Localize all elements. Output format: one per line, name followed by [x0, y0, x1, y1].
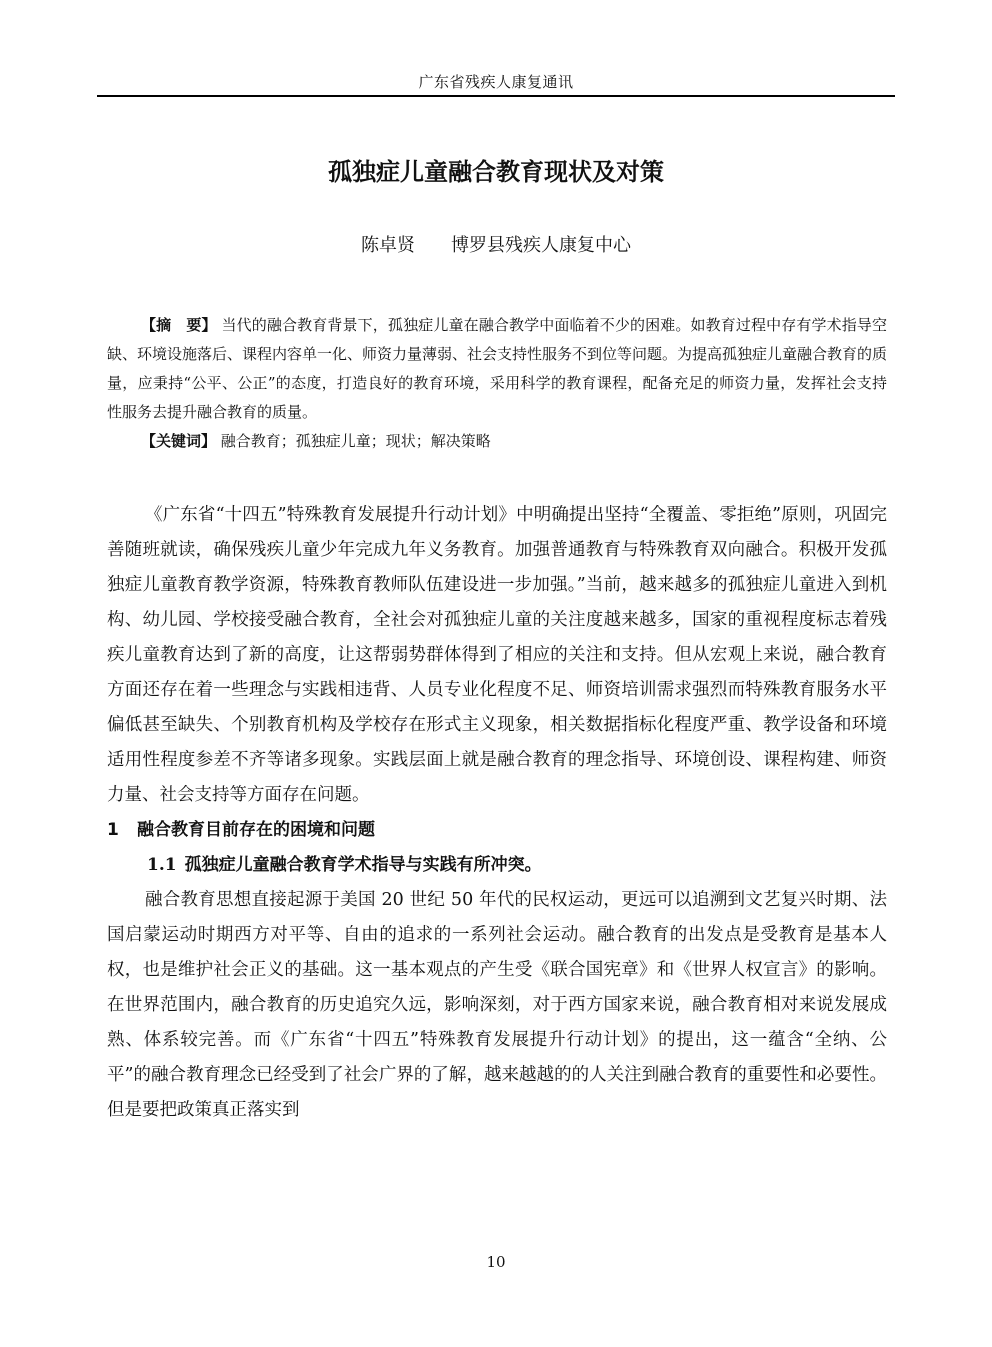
article-title: 孤独症儿童融合教育现状及对策: [328, 158, 664, 186]
keywords-paragraph: [107, 427, 887, 456]
abstract-text: 当代的融合教育背景下，孤独症儿童在融合教学中面临着不少的困难。如教育过程中存有学术指导空缺、环境设施落后、课程内容单一化、师资力量薄弱、社会支持性服务不到位等问题。为提高孤独症儿童融合教育的质量，应秉持“公平、公正”的态度，打造良好的教育环境，采用科学的教育课程，配备充足的师资力量，发挥社会支持性服务去提升融合教育的质量。: [107, 316, 888, 421]
article-body: [107, 498, 887, 1128]
subsection-paragraph: 融合教育思想直接起源于美国 20 世纪 50 年代的民权运动，更远可以追溯到文艺复兴时期、法国启蒙运动时期西方对平等、自由的追求的一系列社会运动。融合教育的出发点是受教育是基本人权，也是维护社会正义的基础。这一基本观点的产生受《联合国宪章》和《世界人权宣言》的影响。在世界范围内，融合教育的历史追究久远，影响深刻，对于西方国家来说，融合教育相对来说发展成熟、体系较完善。而《广东省“十四五”特殊教育发展提升行动计划》的提出，这一蕴含“全纳、公平”的融合教育理念已经受到了社会广界的了解，越来越越的的人关注到融合教育的重要性和必要性。但是要把政策真正落实到: [107, 890, 887, 1120]
author-affiliation: 博罗县残疾人康复中心: [451, 235, 631, 256]
section-heading: [107, 813, 887, 848]
abstract-block: [107, 311, 887, 456]
header-rule: [97, 95, 895, 97]
page-number: 10: [486, 1253, 506, 1271]
intro-paragraph: 《广东省“十四五”特殊教育发展提升行动计划》中明确提出坚持“全覆盖、零拒绝”原则，巩固完善随班就读，确保残疾儿童少年完成九年义务教育。加强普通教育与特殊教育双向融合。积极开发孤独症儿童教育教学资源，特殊教育教师队伍建设进一步加强。”当前，越来越多的孤独症儿童进入到机构、幼儿园、学校接受融合教育，全社会对孤独症儿童的关注度越来越多，国家的重视程度标志着残疾儿童教育达到了新的高度，让这帮弱势群体得到了相应的关注和支持。但从宏观上来说，融合教育方面还存在着一些理念与实践相违背、人员专业化程度不足、师资培训需求强烈而特殊教育服务水平偏低甚至缺失、个别教育机构及学校存在形式主义现象，相关数据指标化程度严重、教学设备和环境适用性程度参差不齐等诸多现象。实践层面上就是融合教育的理念指导、环境创设、课程构建、师资力量、社会支持等方面存在问题。: [107, 505, 887, 805]
subsection-heading: [107, 848, 887, 883]
section-number: 1: [107, 820, 119, 840]
author-line: [97, 233, 895, 259]
abstract-paragraph: [107, 311, 887, 427]
section-title: 融合教育目前存在的困境和问题: [137, 820, 375, 840]
author-name: 陈卓贤: [361, 235, 415, 256]
keywords-label: 【关键词】: [141, 432, 217, 450]
subsection-number: 1.1: [147, 855, 177, 875]
abstract-label: 【摘 要】: [141, 316, 217, 334]
journal-header: 广东省残疾人康复通讯: [418, 73, 574, 91]
subsection-title: 孤独症儿童融合教育学术指导与实践有所冲突。: [184, 855, 542, 875]
keywords-text: 融合教育；孤独症儿童；现状；解决策略: [220, 432, 491, 450]
